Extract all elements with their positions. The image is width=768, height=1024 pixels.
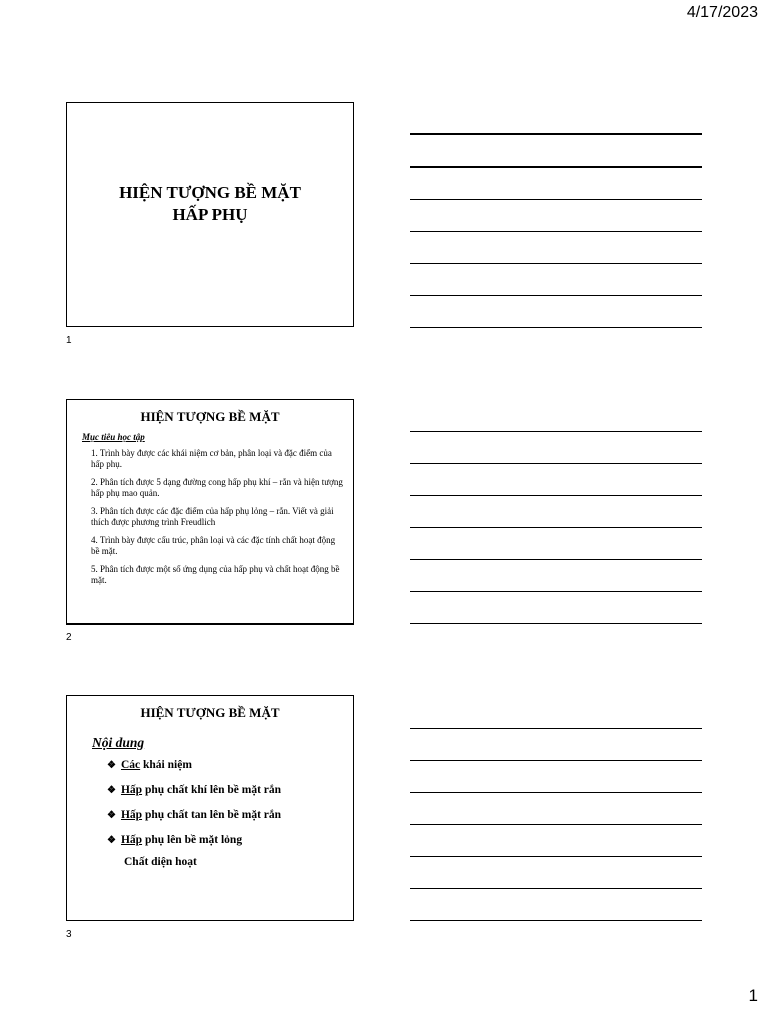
topic-text: phụ chất khí lên bề mặt rắn	[142, 784, 282, 796]
subtopic: Chất diện hoạt	[124, 856, 197, 868]
topic-keyword: Hấp	[120, 784, 143, 796]
topics-list	[107, 757, 353, 849]
slide-3-thumbnail	[66, 695, 354, 921]
slide-1-title	[67, 182, 353, 226]
note-line	[410, 133, 702, 135]
note-line	[410, 463, 702, 464]
slide-2-number: 2	[66, 632, 72, 643]
note-line	[410, 824, 702, 825]
diamond-bullet-icon: ❖	[107, 810, 116, 821]
diamond-bullet-icon: ❖	[107, 785, 116, 796]
note-line	[410, 495, 702, 496]
slide-1-thumbnail	[66, 102, 354, 327]
content-label: Nội dung	[92, 735, 145, 750]
topic-item	[107, 832, 353, 849]
objective-item: 1. Trình bày được các khái niệm cơ bản, phân loại và đặc điểm của hấp phụ.	[91, 448, 332, 469]
slide-1-title-line2: HẤP PHỤ	[172, 205, 248, 224]
objective-item: 5. Phân tích được một số ứng dụng của hấp phụ và chất hoạt động bề mặt.	[91, 564, 340, 585]
topic-keyword: Hấp	[120, 809, 143, 821]
learning-goals-label: Mục tiêu học tập	[82, 432, 145, 442]
topic-keyword: Các	[120, 759, 141, 771]
note-line	[410, 559, 702, 560]
page-number: 1	[748, 986, 758, 1005]
note-line	[410, 760, 702, 761]
objective-item: 4. Trình bày được cấu trúc, phân loại và các đặc tính chất hoạt động bề mặt.	[91, 535, 336, 556]
topic-item	[107, 807, 353, 824]
slide-1-note-lines	[410, 133, 702, 359]
slide-1-title-line1: HIỆN TƯỢNG BỀ MẶT	[119, 183, 301, 202]
note-line	[410, 263, 702, 264]
objective-item: 3. Phân tích được các đặc điểm của hấp phụ lỏng – rắn. Viết và giải thích được phương trình Freudlich	[91, 506, 334, 527]
note-line	[410, 431, 702, 432]
slide-2-heading: HIỆN TƯỢNG BỀ MẶT	[140, 409, 280, 424]
topic-item	[107, 782, 353, 799]
note-line	[410, 591, 702, 592]
slide-3-number: 3	[66, 929, 72, 940]
note-line	[410, 295, 702, 296]
note-line	[410, 527, 702, 528]
note-line	[410, 728, 702, 729]
note-line	[410, 623, 702, 624]
diamond-bullet-icon: ❖	[107, 760, 116, 771]
objectives-list	[91, 448, 343, 586]
note-line	[410, 166, 702, 168]
note-line	[410, 327, 702, 328]
slide-1-number: 1	[66, 335, 72, 346]
note-line	[410, 888, 702, 889]
topic-item	[107, 757, 353, 774]
note-line	[410, 792, 702, 793]
note-line	[410, 199, 702, 200]
diamond-bullet-icon: ❖	[107, 835, 116, 846]
note-line	[410, 920, 702, 921]
slide-2-note-lines	[410, 431, 702, 655]
topic-text: phụ chất tan lên bề mặt rắn	[142, 809, 282, 821]
topic-text: phụ lên bề mặt lỏng	[142, 834, 243, 846]
print-date: 4/17/2023	[686, 4, 758, 21]
note-line	[410, 856, 702, 857]
slide-2-thumbnail	[66, 399, 354, 625]
note-line	[410, 231, 702, 232]
objective-item: 2. Phân tích được 5 dạng đường cong hấp phụ khí – rắn và hiện tượng hấp phụ mao quản.	[91, 477, 343, 498]
slide-3-note-lines	[410, 728, 702, 952]
topic-text: khái niệm	[140, 759, 192, 771]
slide-3-heading: HIỆN TƯỢNG BỀ MẶT	[140, 705, 280, 720]
topic-keyword: Hấp	[120, 834, 143, 846]
